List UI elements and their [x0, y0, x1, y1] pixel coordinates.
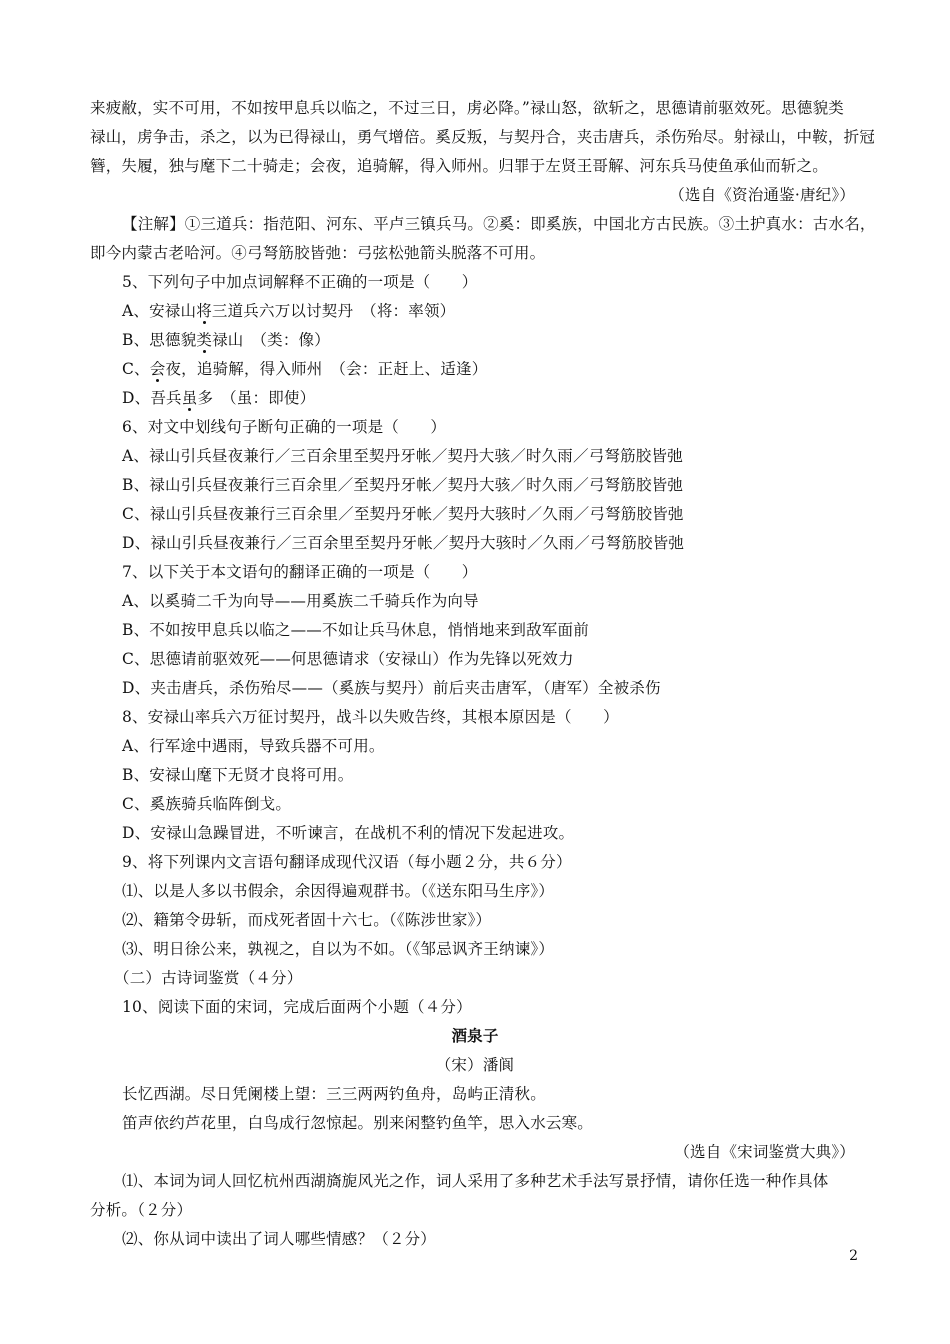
section-heading: （二）古诗词鉴赏（４分） — [114, 969, 303, 987]
passage-line-1: 来疲敝，实不可用，不如按甲息兵以临之，不过三日，虏必降。”禄山怒，欲斩之，思德请前驱效死。思德貌类 — [90, 99, 844, 117]
dotted-word: 将 — [196, 302, 212, 320]
question-6-option-d: D、禄山引兵昼夜兼行／三百余里至契丹牙帐／契丹大骇时／久雨／弓弩筋胶皆弛 — [122, 534, 685, 552]
dotted-word: 虽 — [181, 389, 198, 407]
question-6-option-a: A、禄山引兵昼夜兼行／三百余里至契丹牙帐／契丹大骇／时久雨／弓弩筋胶皆弛 — [122, 447, 683, 465]
question-6-option-c: C、禄山引兵昼夜兼行三百余里／至契丹牙帐／契丹大骇时／久雨／弓弩筋胶皆弛 — [122, 505, 684, 523]
question-9-sentence-1: ⑴、以是人多以书假余，余因得遍观群书。（《送东阳马生序》） — [122, 882, 555, 900]
question-10-sub-1-line-1: ⑴、本词为词人回忆杭州西湖旖旎风光之作，词人采用了多种艺术手法写景抒情，请你任选一种作具体 — [122, 1172, 829, 1190]
question-10-sub-2: ⑵、你从词中读出了词人哪些情感？（２分） — [122, 1230, 437, 1248]
poem-title: 酒泉子 — [451, 1027, 499, 1045]
page-number: 2 — [849, 1248, 858, 1264]
question-8-stem: 8、安禄山率兵六万征讨契丹，战斗以失败告终，其根本原因是（ ） — [122, 708, 619, 726]
question-5-option-d: D、吾兵虽多 （虽：即使） — [122, 389, 316, 407]
question-5-stem: 5、下列句子中加点词解释不正确的一项是（ ） — [122, 273, 478, 291]
question-10-stem: 10、阅读下面的宋词，完成后面两个小题（４分） — [122, 998, 472, 1016]
question-7-option-b: B、不如按甲息兵以临之——不如让兵马休息，悄悄地来到敌军面前 — [122, 621, 589, 639]
question-9-sentence-2: ⑵、籍第令毋斩，而戍死者固十六七。（《陈涉世家》） — [122, 911, 492, 929]
question-7-option-d: D、夹击唐兵，杀伤殆尽——（奚族与契丹）前后夹击唐军，（唐军）全被杀伤 — [122, 679, 661, 697]
poem-line-1: 长忆西湖。尽日凭阑楼上望：三三两两钓鱼舟，岛屿正清秋。 — [122, 1085, 546, 1103]
passage-line-3: 簪，失履，独与麾下二十骑走；会夜，追骑解，得入师州。归罪于左贤王哥解、河东兵马使鱼承仙而斩之。 — [90, 157, 828, 175]
passage-line-2: 禄山，虏争击，杀之，以为已得禄山，勇气增倍。奚反叛，与契丹合，夹击唐兵，杀伤殆尽。射禄山，中鞍，折冠 — [90, 128, 876, 146]
dotted-word: 会 — [149, 360, 166, 378]
question-8-option-d: D、安禄山急躁冒进，不听谏言，在战机不利的情况下发起进攻。 — [122, 824, 575, 842]
question-9-stem: 9、将下列课内文言语句翻译成现代汉语（每小题２分，共６分） — [122, 853, 572, 871]
question-7-stem: 7、以下关于本文语句的翻译正确的一项是（ ） — [122, 563, 478, 581]
question-5-option-c: C、会夜，追骑解，得入师州 （会：正赶上、适逢） — [122, 360, 488, 378]
question-7-option-c: C、思德请前驱效死——何思德请求（安禄山）作为先锋以死效力 — [122, 650, 574, 668]
question-6-option-b: B、禄山引兵昼夜兼行三百余里／至契丹牙帐／契丹大骇／时久雨／弓弩筋胶皆弛 — [122, 476, 684, 494]
question-8-option-c: C、奚族骑兵临阵倒戈。 — [122, 795, 292, 813]
notes-line-2: 即今内蒙古老哈河。④弓弩筋胶皆弛：弓弦松弛箭头脱落不可用。 — [90, 244, 546, 262]
notes-line-1: 【注解】①三道兵：指范阳、河东、平卢三镇兵马。②奚：即奚族，中国北方古民族。③土护真水：古水名， — [122, 215, 876, 233]
question-6-stem: 6、对文中划线句子断句正确的一项是（ ） — [122, 418, 447, 436]
question-7-option-a: A、以奚骑二千为向导——用奚族二千骑兵作为向导 — [122, 592, 479, 610]
question-5-option-a: A、安禄山将三道兵六万以讨契丹 （将：率领） — [122, 302, 456, 320]
poem-source: （选自《宋词鉴赏大典》） — [674, 1143, 855, 1161]
question-8-option-b: B、安禄山麾下无贤才良将可用。 — [122, 766, 354, 784]
dotted-word: 类 — [196, 331, 213, 349]
question-10-sub-1-line-2: 分析。（２分） — [90, 1201, 193, 1219]
passage-source: （选自《资治通鉴·唐纪》） — [669, 186, 855, 204]
question-8-option-a: A、行军途中遇雨，导致兵器不可用。 — [122, 737, 385, 755]
poem-author: （宋）潘阆 — [435, 1056, 515, 1074]
poem-line-2: 笛声依约芦花里，白鸟成行忽惊起。别来闲整钓鱼竿，思入水云寒。 — [122, 1114, 594, 1132]
question-9-sentence-3: ⑶、明日徐公来，孰视之，自以为不如。（《邹忌讽齐王纳谏》） — [122, 940, 555, 958]
question-5-option-b: B、思德貌类禄山 （类：像） — [122, 331, 330, 349]
